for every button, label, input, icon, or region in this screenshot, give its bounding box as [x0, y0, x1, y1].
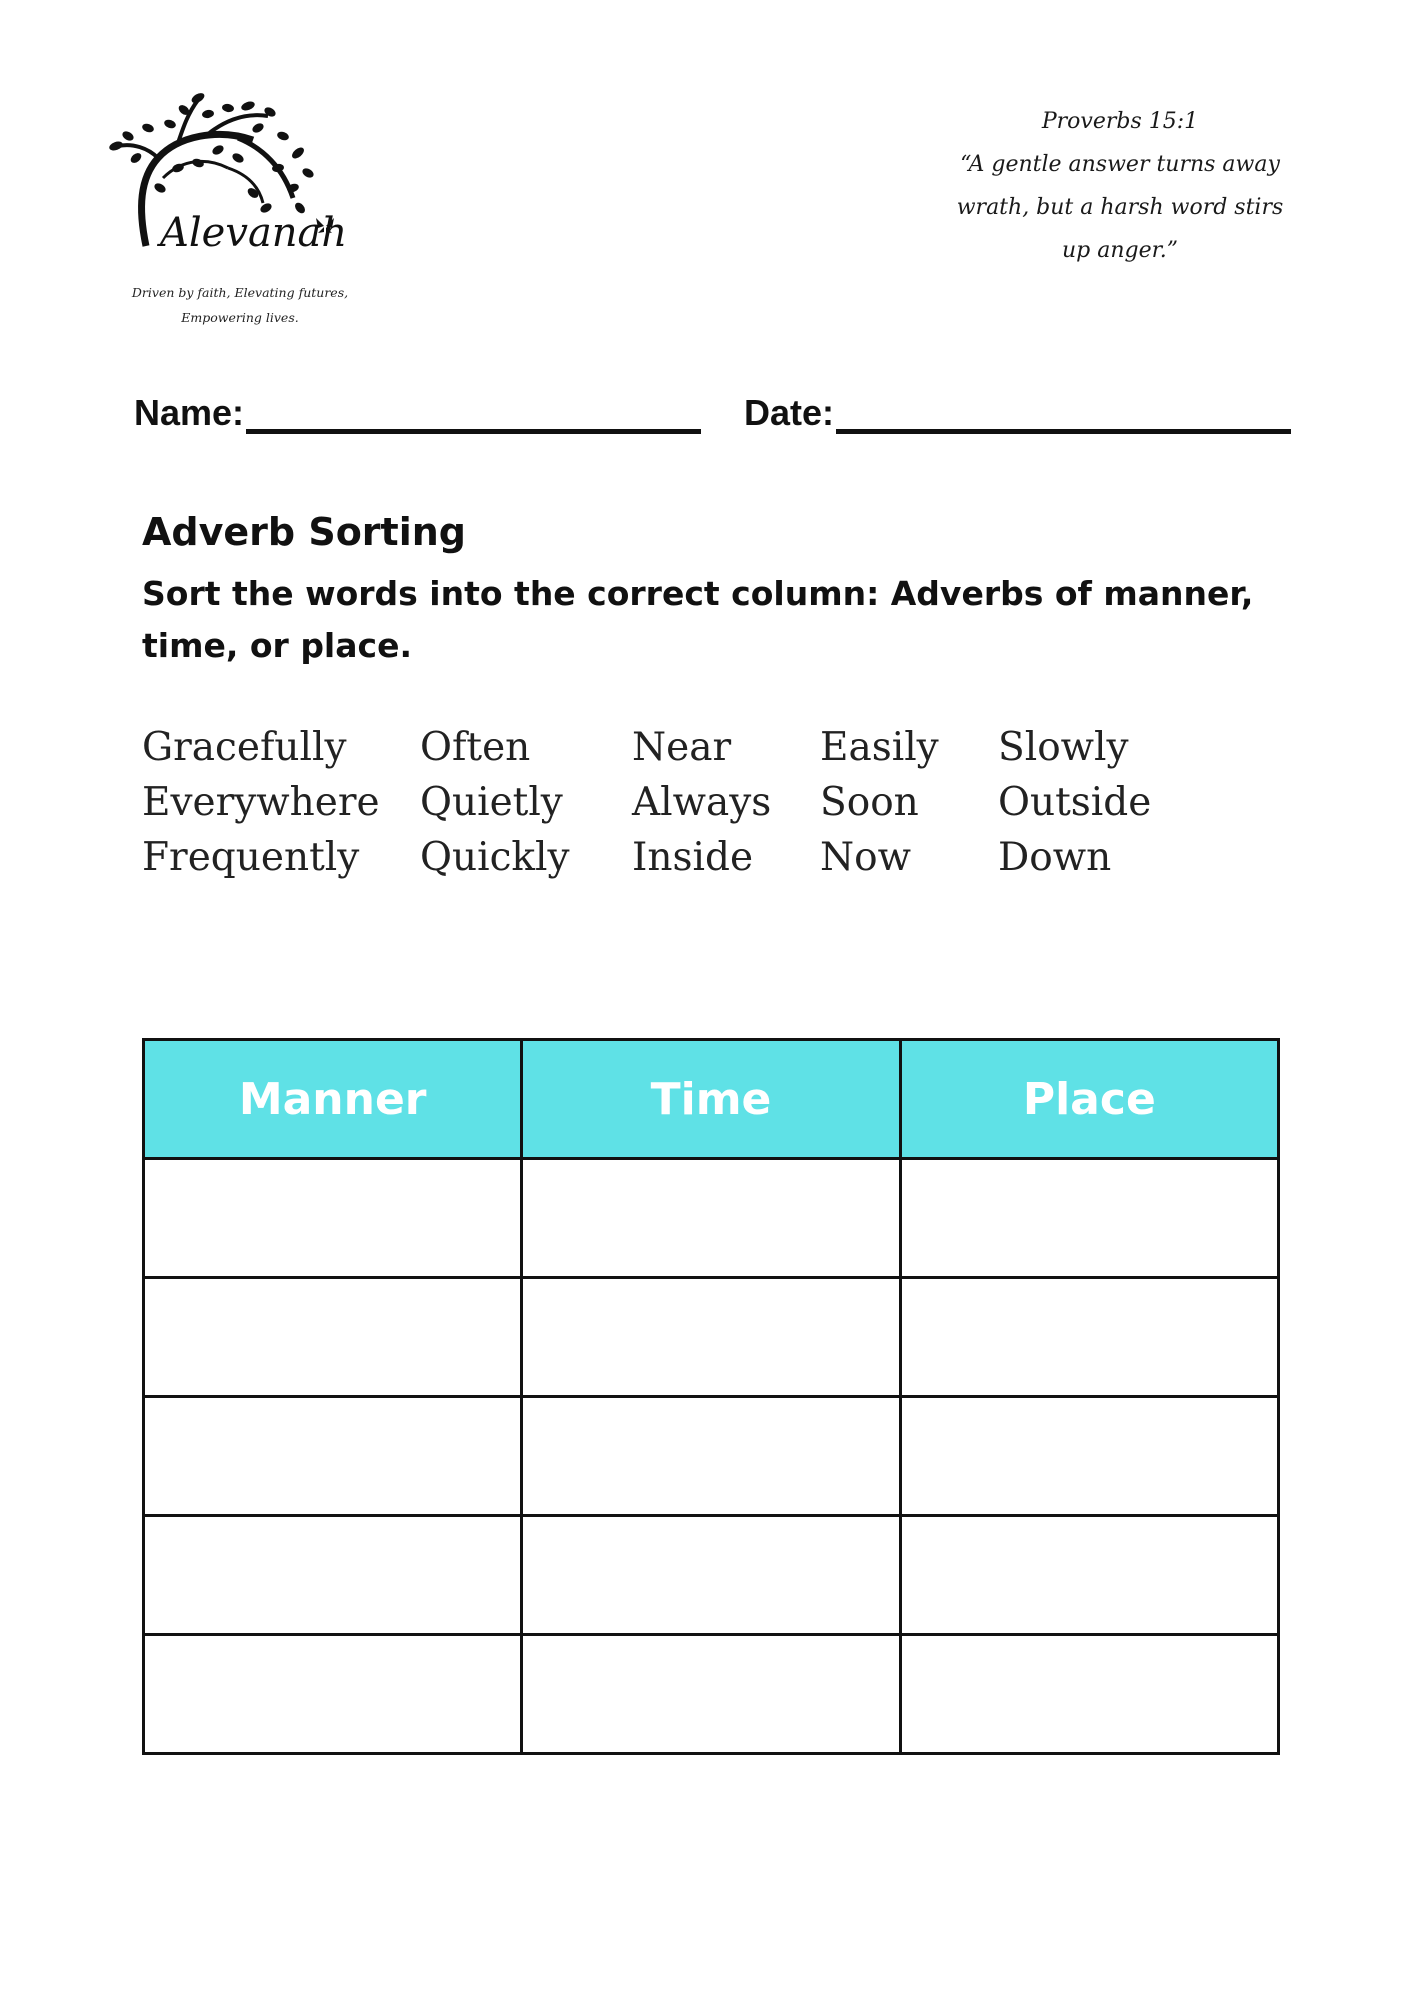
worksheet-instructions: Sort the words into the correct column: Adverbs of manner, time, or place.	[142, 574, 1254, 665]
table-header-row	[144, 1040, 1279, 1159]
word-bank-item: Soon	[820, 780, 919, 825]
answer-cell[interactable]	[900, 1159, 1278, 1278]
answer-cell[interactable]	[522, 1516, 900, 1635]
name-label: Name:	[134, 392, 245, 433]
word-bank-item: Inside	[632, 835, 754, 880]
sorting-table	[142, 1038, 1280, 1755]
table-row	[144, 1635, 1279, 1754]
word-bank-item: Frequently	[142, 835, 360, 880]
word-bank-item: Everywhere	[142, 780, 380, 825]
answer-cell[interactable]	[900, 1397, 1278, 1516]
answer-cell[interactable]	[900, 1516, 1278, 1635]
verse-reference: Proverbs 15:1	[1041, 109, 1199, 134]
name-field	[134, 392, 701, 434]
word-bank-item: Easily	[820, 725, 939, 770]
answer-cell[interactable]	[522, 1635, 900, 1754]
column-header-manner: Manner	[144, 1040, 522, 1159]
verse-line-1: “A gentle answer turns away	[960, 152, 1280, 177]
date-field	[744, 392, 1291, 434]
verse-line-2: wrath, but a harsh word stirs	[956, 195, 1284, 220]
table-row	[144, 1516, 1279, 1635]
tagline-line-1: Driven by faith, Elevating futures,	[131, 285, 349, 300]
answer-cell[interactable]	[522, 1397, 900, 1516]
column-header-time: Time	[522, 1040, 900, 1159]
word-bank-item: Always	[632, 780, 772, 825]
word-bank-item: Slowly	[998, 725, 1129, 770]
word-bank-item: Often	[420, 725, 531, 770]
word-bank-item: Gracefully	[142, 725, 347, 770]
answer-cell[interactable]	[900, 1278, 1278, 1397]
worksheet-title: Adverb Sorting	[142, 510, 466, 554]
answer-cell[interactable]	[522, 1159, 900, 1278]
brand-name: Alevanah	[160, 210, 348, 256]
logo-tagline	[95, 280, 385, 330]
word-bank-item: Near	[632, 725, 732, 770]
answer-cell[interactable]	[144, 1397, 522, 1516]
table-row	[144, 1159, 1279, 1278]
word-bank-item: Down	[998, 835, 1112, 880]
table-row	[144, 1278, 1279, 1397]
word-bank-item: Now	[820, 835, 911, 880]
answer-cell[interactable]	[522, 1278, 900, 1397]
word-bank-item: Outside	[998, 780, 1152, 825]
name-blank[interactable]	[246, 393, 701, 434]
word-bank-item: Quickly	[420, 835, 570, 880]
column-header-place: Place	[900, 1040, 1278, 1159]
verse-line-3: up anger.”	[1062, 238, 1178, 263]
bible-verse	[950, 100, 1290, 272]
date-label: Date:	[744, 392, 835, 433]
word-bank	[142, 725, 1242, 905]
answer-cell[interactable]	[144, 1278, 522, 1397]
answer-cell[interactable]	[144, 1159, 522, 1278]
table-row	[144, 1397, 1279, 1516]
answer-cell[interactable]	[900, 1635, 1278, 1754]
word-bank-item: Quietly	[420, 780, 563, 825]
answer-cell[interactable]	[144, 1516, 522, 1635]
tagline-line-2: Empowering lives.	[181, 310, 299, 325]
answer-cell[interactable]	[144, 1635, 522, 1754]
date-blank[interactable]	[836, 393, 1291, 434]
